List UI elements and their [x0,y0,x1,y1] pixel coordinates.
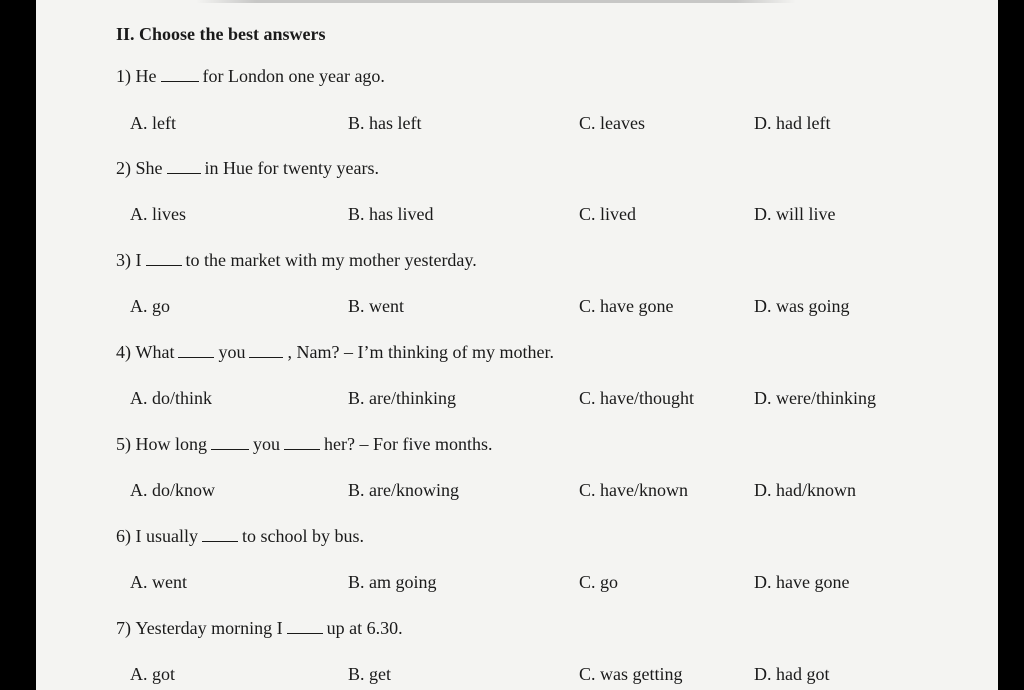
question-1-option-b[interactable]: B. has left [348,113,422,133]
worksheet-page [36,0,998,690]
question-2-option-d[interactable]: D. will live [754,204,836,224]
question-5-option-c[interactable]: C. have/known [579,480,688,500]
question-7-option-b[interactable]: B. get [348,664,391,684]
question-4-option-b[interactable]: B. are/thinking [348,388,456,408]
answer-blank [167,159,201,174]
answer-blank [249,343,283,358]
question-6-option-b[interactable]: B. am going [348,572,437,592]
question-1: 1) He for London one year ago. [116,66,385,86]
question-7-option-a[interactable]: A. got [130,664,175,684]
question-2: 2) She in Hue for twenty years. [116,158,379,178]
question-1-option-d[interactable]: D. had left [754,113,831,133]
answer-blank [146,251,182,266]
question-6-option-d[interactable]: D. have gone [754,572,850,592]
question-3-option-b[interactable]: B. went [348,296,404,316]
question-2-option-a[interactable]: A. lives [130,204,186,224]
question-7-option-d[interactable]: D. had got [754,664,830,684]
section-heading: II. Choose the best answers [116,24,326,44]
question-5-option-b[interactable]: B. are/knowing [348,480,459,500]
question-5-option-a[interactable]: A. do/know [130,480,215,500]
question-2-option-b[interactable]: B. has lived [348,204,434,224]
question-3-option-a[interactable]: A. go [130,296,170,316]
question-7-option-c[interactable]: C. was getting [579,664,683,684]
question-6: 6) I usually to school by bus. [116,526,365,546]
question-4-option-a[interactable]: A. do/think [130,388,213,408]
answer-blank [287,619,323,634]
question-5: 5) How long you her? – For five months. [116,434,493,454]
answer-blank [284,435,320,450]
question-1-option-c[interactable]: C. leaves [579,113,645,133]
question-7: 7) Yesterday morning I up at 6.30. [116,618,403,638]
question-3-option-c[interactable]: C. have gone [579,296,674,316]
answer-blank [161,67,199,82]
question-4: 4) What you , Nam? – I’m thinking of my mother. [116,342,554,362]
answer-blank [178,343,214,358]
answer-blank [211,435,249,450]
question-1-option-a[interactable]: A. left [130,113,176,133]
answer-blank [202,527,238,542]
question-4-option-d[interactable]: D. were/thinking [754,388,876,408]
question-5-option-d[interactable]: D. had/known [754,480,856,500]
top-edge-line [196,0,796,3]
question-4-option-c[interactable]: C. have/thought [579,388,694,408]
question-3: 3) I to the market with my mother yesterday. [116,250,477,270]
question-2-option-c[interactable]: C. lived [579,204,636,224]
question-3-option-d[interactable]: D. was going [754,296,850,316]
question-6-option-a[interactable]: A. went [130,572,187,592]
question-6-option-c[interactable]: C. go [579,572,619,592]
